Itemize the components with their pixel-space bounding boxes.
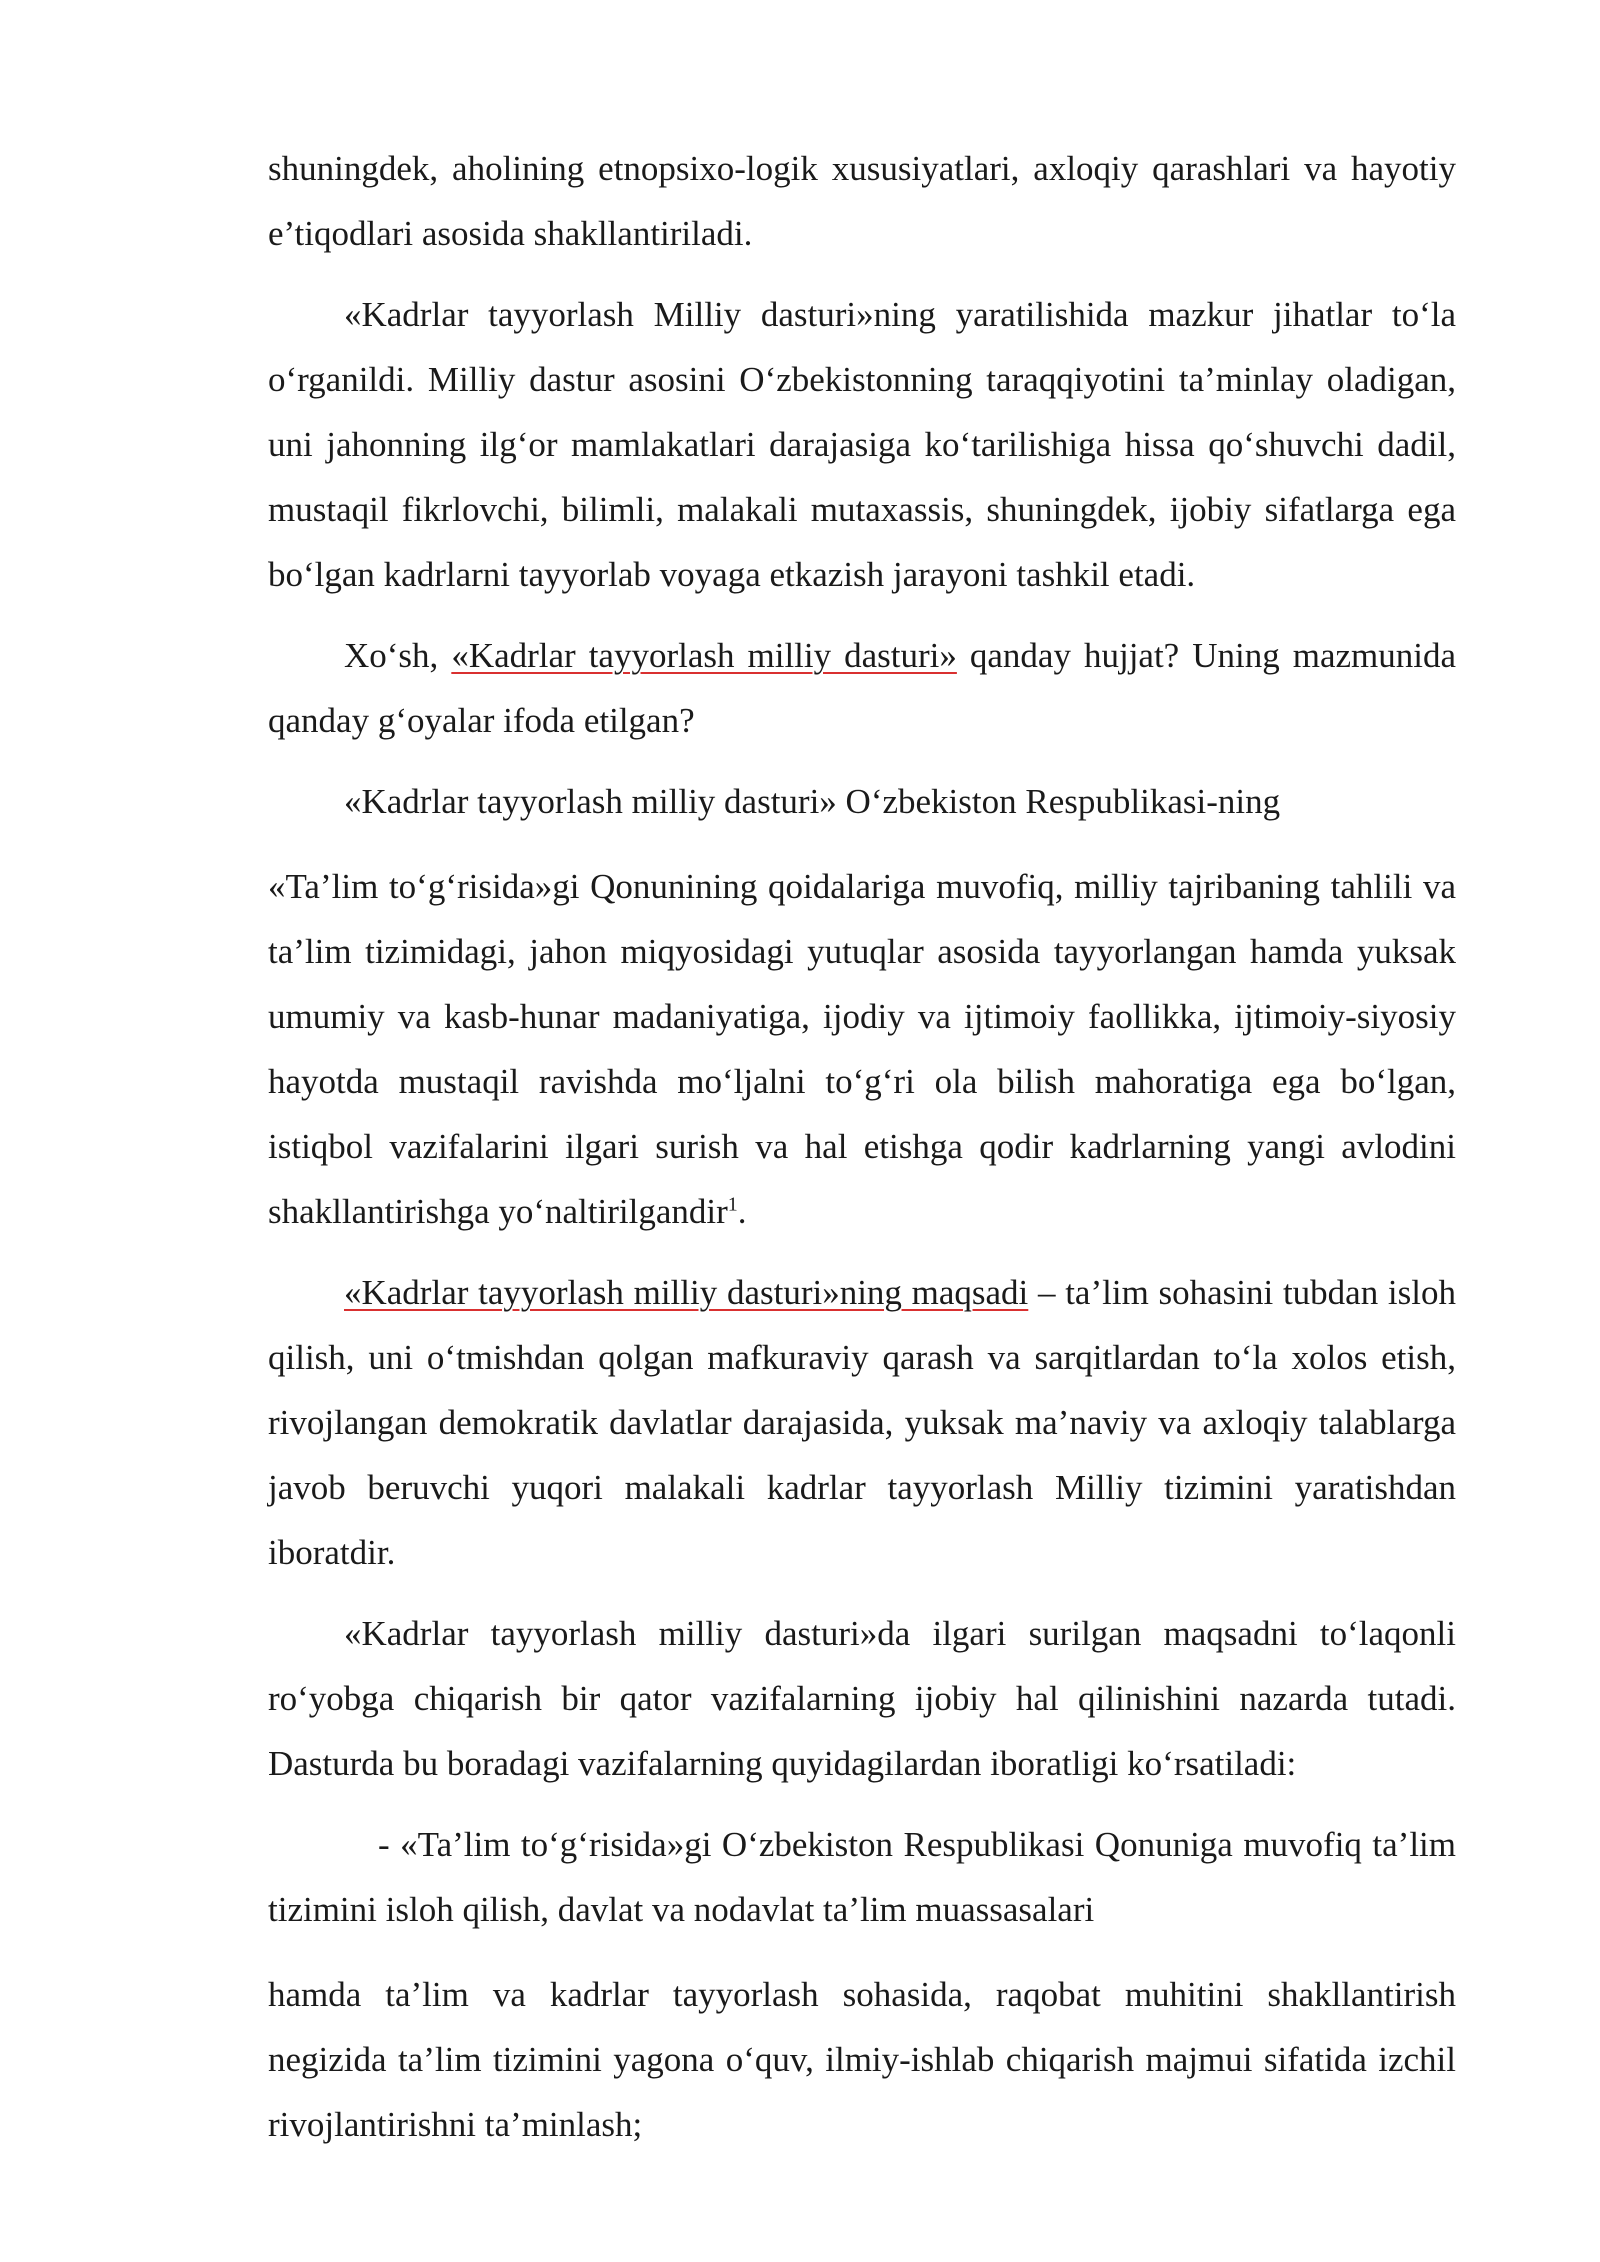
paragraph-question bbox=[268, 623, 1456, 753]
paragraph-program-goal bbox=[268, 1260, 1456, 1585]
paragraph-end-punctuation: . bbox=[737, 1192, 747, 1231]
paragraph-program-tasks bbox=[268, 1601, 1456, 1796]
list-item-text: hamda ta’lim va kadrlar tayyorlash sohasida, raqobat muhitini shakllantirish negizida ta’lim tizimini yagona o‘quv, ilmiy-ishlab chiqarish majmui sifatida izchil rivojlantirishni ta’minlash; bbox=[268, 1975, 1456, 2144]
paragraph-text: shuningdek, aholining etnopsixo-logik xususiyatlari, axloqiy qarashlari va hayotiy e’tiqodlari asosida shakllantiriladi. bbox=[268, 149, 1456, 253]
paragraph-text: «Kadrlar tayyorlash milliy dasturi»da ilgari surilgan maqsadni to‘laqonli ro‘yobga chiqarish bir qator vazifalarning ijobiy hal qilinishini nazarda tutadi. Dasturda bu boradagi vazifalarning quyidagilardan iboratligi ko‘rsatiladi: bbox=[268, 1614, 1456, 1783]
paragraph-text-before: Xo‘sh, bbox=[344, 636, 452, 675]
spellcheck-underlined-text: «Kadrlar tayyorlash milliy dasturi»ning maqsadi bbox=[344, 1273, 1029, 1312]
list-item-first-part bbox=[268, 1812, 1456, 1942]
paragraph-text-after: – ta’lim sohasini tubdan isloh qilish, uni o‘tmishdan qolgan mafkuraviy qarash va sarqitlardan to‘la xolos etish, rivojlangan demokratik davlatlar darajasida, yuksak ma’naviy va axloqiy talablarga javob beruvchi yuqori malakali kadrlar tayyorlash Milliy tizimini yaratishdan iboratdir. bbox=[268, 1273, 1456, 1572]
paragraph-text-after: qanday hujjat? Uning mazmunida qanday g‘oyalar ifoda etilgan? bbox=[268, 636, 1456, 740]
list-item-rest bbox=[268, 1962, 1456, 2157]
paragraph-text: «Kadrlar tayyorlash milliy dasturi» O‘zbekiston Respublikasi-ning bbox=[344, 782, 1281, 821]
paragraph-definition-first-line bbox=[268, 769, 1456, 834]
footnote-reference[interactable]: 1 bbox=[727, 1193, 738, 1216]
paragraph-text: «Ta’lim to‘g‘risida»gi Qonunining qoidalariga muvofiq, milliy tajribaning tahlili va ta’lim tizimidagi, jahon miqyosidagi yutuqlar asosida tayyorlangan hamda yuksak umumiy va kasb-hunar madaniyatiga, ijodiy va ijtimoiy faollikka, ijtimoiy-siyosiy hayotda mustaqil ravishda mo‘ljalni to‘g‘ri ola bilish mahoratiga ega bo‘lgan, istiqbol vazifalarini ilgari surish va hal etishga qodir kadrlarning yangi avlodini shakllantirishga yo‘naltirilgandir bbox=[268, 867, 1456, 1231]
paragraph-text: «Kadrlar tayyorlash Milliy dasturi»ning yaratilishida mazkur jihatlar to‘la o‘rganildi. Milliy dastur asosini O‘zbekistonning taraqqiyotini ta’minlay oladigan, uni jahonning ilg‘or mamlakatlari darajasiga ko‘tarilishiga hissa qo‘shuvchi dadil, mustaqil fikrlovchi, bilimli, malakali mutaxassis, shuningdek, ijobiy sifatlarga ega bo‘lgan kadrlarni tayyorlab voyaga etkazish jarayoni tashkil etadi. bbox=[268, 295, 1456, 594]
paragraph-definition-rest bbox=[268, 854, 1456, 1244]
spellcheck-underlined-text: «Kadrlar tayyorlash milliy dasturi» bbox=[451, 636, 957, 675]
paragraph-continuation bbox=[268, 136, 1456, 266]
paragraph-program-study bbox=[268, 282, 1456, 607]
list-item-text: - «Ta’lim to‘g‘risida»gi O‘zbekiston Respublikasi Qonuniga muvofiq ta’lim tizimini isloh qilish, davlat va nodavlat ta’lim muassasalari bbox=[268, 1825, 1456, 1929]
document-page bbox=[268, 136, 1456, 2173]
